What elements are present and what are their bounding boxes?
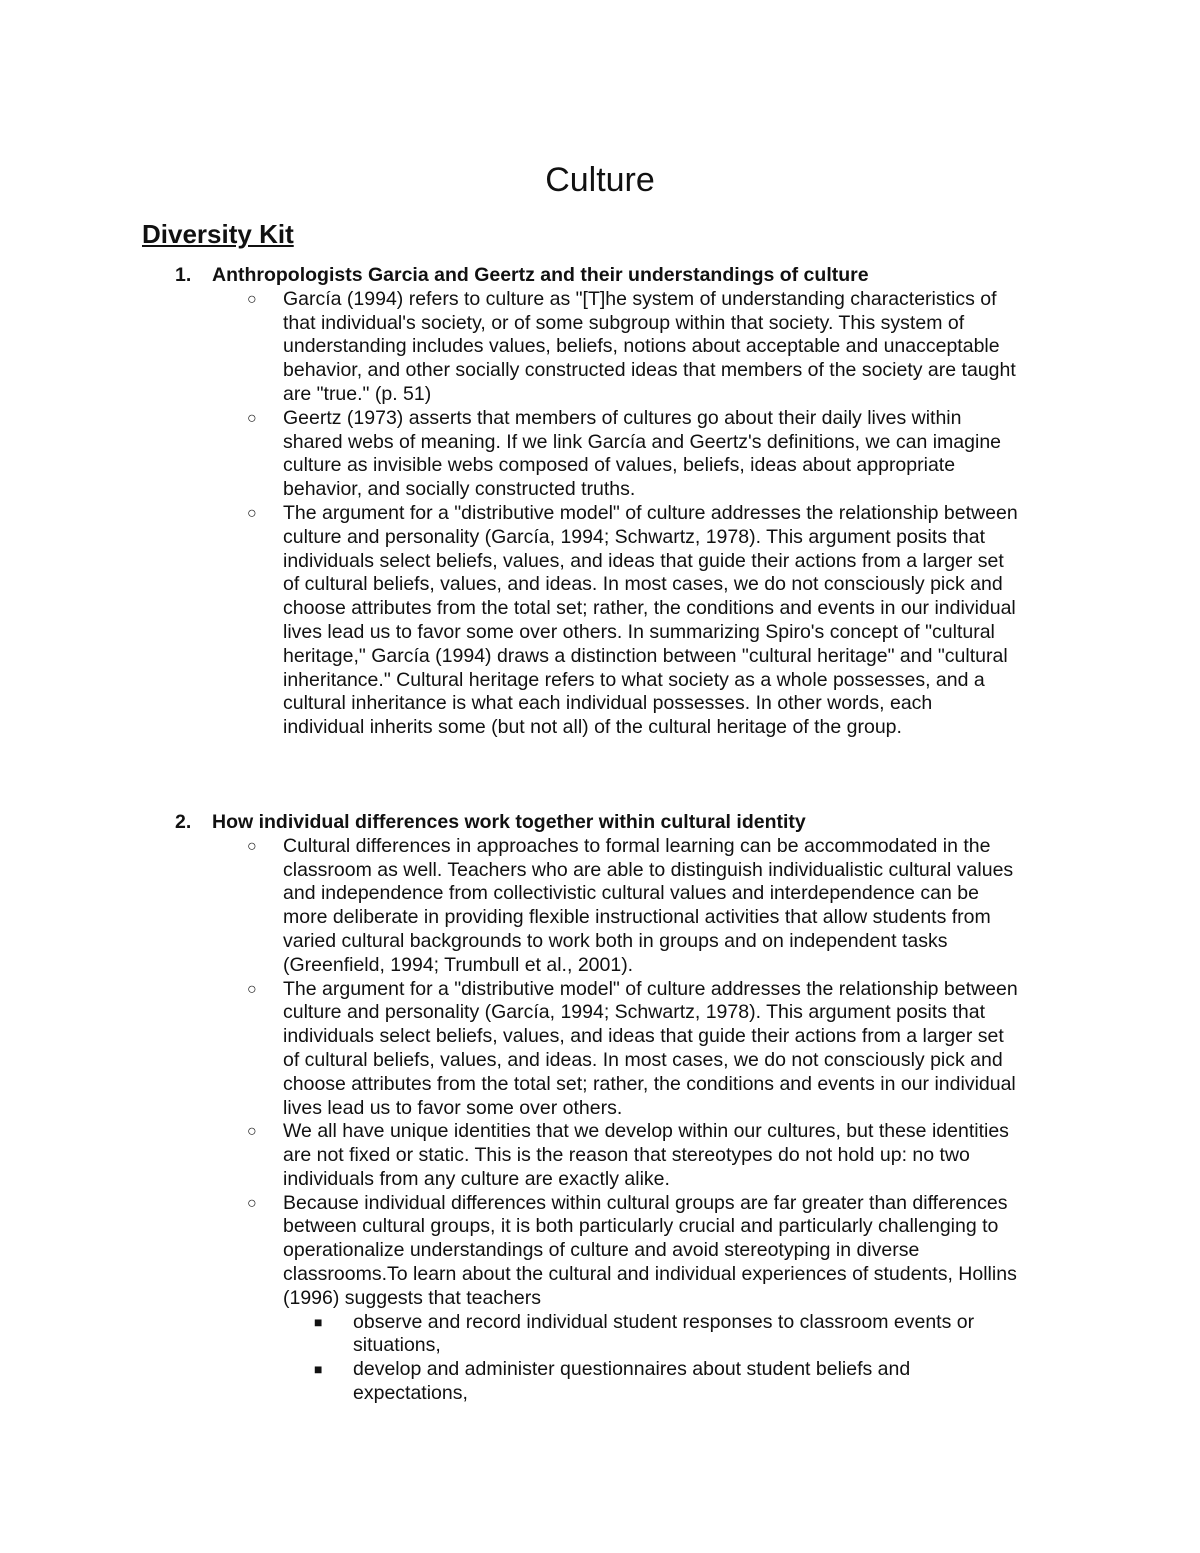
section-number: 2.: [175, 810, 192, 833]
text-line: (Greenfield, 1994; Trumbull et al., 2001).: [283, 953, 634, 976]
text-line: between cultural groups, it is both particularly crucial and particularly challenging to: [283, 1215, 999, 1238]
text-line: choose attributes from the total set; rather, the conditions and events in our individual: [283, 597, 1016, 620]
text-line: culture and personality (García, 1994; Schwartz, 1978). This argument posits that: [283, 525, 985, 548]
section-heading: Diversity Kit: [142, 219, 294, 249]
text-line: choose attributes from the total set; rather, the conditions and events in our individual: [283, 1072, 1016, 1095]
text-line: classroom as well. Teachers who are able to distinguish individualistic cultural values: [283, 858, 1014, 881]
list-item: [0, 1120, 1063, 1191]
list-item: [0, 1192, 1063, 1311]
text-line: of cultural beliefs, values, and ideas. In most cases, we do not consciously pick and: [283, 573, 1003, 596]
text-line: lives lead us to favor some over others.: [283, 1096, 623, 1119]
list-item: [0, 288, 1063, 407]
text-line: expectations,: [353, 1382, 468, 1405]
list-item: [0, 407, 1063, 502]
square-bullet-icon: ■: [314, 1361, 323, 1378]
list-item: [0, 502, 1063, 740]
text-line: of cultural beliefs, values, and ideas. In most cases, we do not consciously pick and: [283, 1048, 1003, 1071]
hollow-circle-bullet-icon: ○: [247, 1123, 257, 1141]
text-line: classrooms.To learn about the cultural and individual experiences of students, Hollins: [283, 1263, 1017, 1286]
text-line: Geertz (1973) asserts that members of cultures go about their daily lives within: [283, 406, 962, 429]
text-line: shared webs of meaning. If we link García and Geertz's definitions, we can imagine: [283, 430, 1002, 453]
text-line: heritage," García (1994) draws a distinction between "cultural heritage" and "cultural: [283, 644, 1008, 667]
text-line: and independence from collectivistic cultural values and interdependence can be: [283, 882, 979, 905]
text-line: individual inherits some (but not all) of the cultural heritage of the group.: [283, 716, 902, 739]
text-line: that individual's society, or of some subgroup within that society. This system of: [283, 311, 965, 334]
text-line: operationalize understandings of culture and avoid stereotyping in diverse: [283, 1239, 920, 1262]
text-line: cultural inheritance is what each individual possesses. In other words, each: [283, 692, 933, 715]
text-line: more deliberate in providing flexible instructional activities that allow students from: [283, 906, 991, 929]
text-line: behavior, and other socially constructed ideas that members of the society are taught: [283, 359, 1016, 382]
section-spacer: [0, 740, 1200, 811]
text-line: García (1994) refers to culture as "[T]he system of understanding characteristics of: [283, 287, 997, 310]
text-line: culture and personality (García, 1994; Schwartz, 1978). This argument posits that: [283, 1001, 985, 1024]
sub-list-item: [0, 1311, 1063, 1359]
text-line: are not fixed or static. This is the reason that stereotypes do not hold up: no two: [283, 1144, 970, 1167]
hollow-circle-bullet-icon: ○: [247, 837, 257, 855]
text-line: individuals select beliefs, values, and ideas that guide their actions from a larger set: [283, 549, 1004, 572]
numbered-section: [0, 811, 1200, 1406]
list-item: [0, 978, 1063, 1121]
hollow-circle-bullet-icon: ○: [247, 409, 257, 427]
text-line: varied cultural backgrounds to work both in groups and on independent tasks: [283, 929, 948, 952]
sub-list-item: [0, 1358, 1063, 1406]
section-title-text: Anthropologists Garcia and Geertz and their understandings of culture: [212, 264, 869, 286]
numbered-section: [0, 264, 1200, 740]
text-line: Cultural differences in approaches to formal learning can be accommodated in the: [283, 834, 991, 857]
text-line: are "true." (p. 51): [283, 382, 432, 405]
text-line: understanding includes values, beliefs, notions about acceptable and unacceptable: [283, 335, 1000, 358]
text-line: situations,: [353, 1334, 441, 1357]
page-title: Culture: [545, 161, 655, 199]
text-line: (1996) suggests that teachers: [283, 1286, 541, 1309]
section-title: [0, 264, 1200, 288]
text-line: The argument for a "distributive model" of culture addresses the relationship between: [283, 977, 1018, 1000]
text-line: culture as invisible webs composed of values, beliefs, ideas about appropriate: [283, 454, 956, 477]
text-line: individuals from any culture are exactly alike.: [283, 1167, 670, 1190]
text-line: individuals select beliefs, values, and ideas that guide their actions from a larger set: [283, 1025, 1004, 1048]
document-body: [0, 264, 1200, 1406]
section-title-text: How individual differences work together within cultural identity: [212, 810, 806, 833]
text-line: observe and record individual student responses to classroom events or: [353, 1310, 975, 1333]
square-bullet-icon: ■: [314, 1313, 323, 1330]
list-item: [0, 835, 1063, 978]
hollow-circle-bullet-icon: ○: [247, 980, 257, 998]
section-title: [0, 811, 1200, 835]
text-line: The argument for a "distributive model" of culture addresses the relationship between: [283, 501, 1018, 524]
hollow-circle-bullet-icon: ○: [247, 290, 257, 308]
text-line: lives lead us to favor some over others. In summarizing Spiro's concept of "cultural: [283, 620, 995, 643]
text-line: develop and administer questionnaires about student beliefs and: [353, 1358, 911, 1381]
section-number: 1.: [175, 264, 192, 286]
text-line: inheritance." Cultural heritage refers to what society as a whole possesses, and a: [283, 668, 985, 691]
hollow-circle-bullet-icon: ○: [247, 504, 257, 522]
hollow-circle-bullet-icon: ○: [247, 1194, 257, 1212]
text-line: Because individual differences within cultural groups are far greater than differences: [283, 1191, 1008, 1214]
text-line: We all have unique identities that we develop within our cultures, but these identities: [283, 1120, 1009, 1143]
text-line: behavior, and socially constructed truths.: [283, 478, 636, 501]
